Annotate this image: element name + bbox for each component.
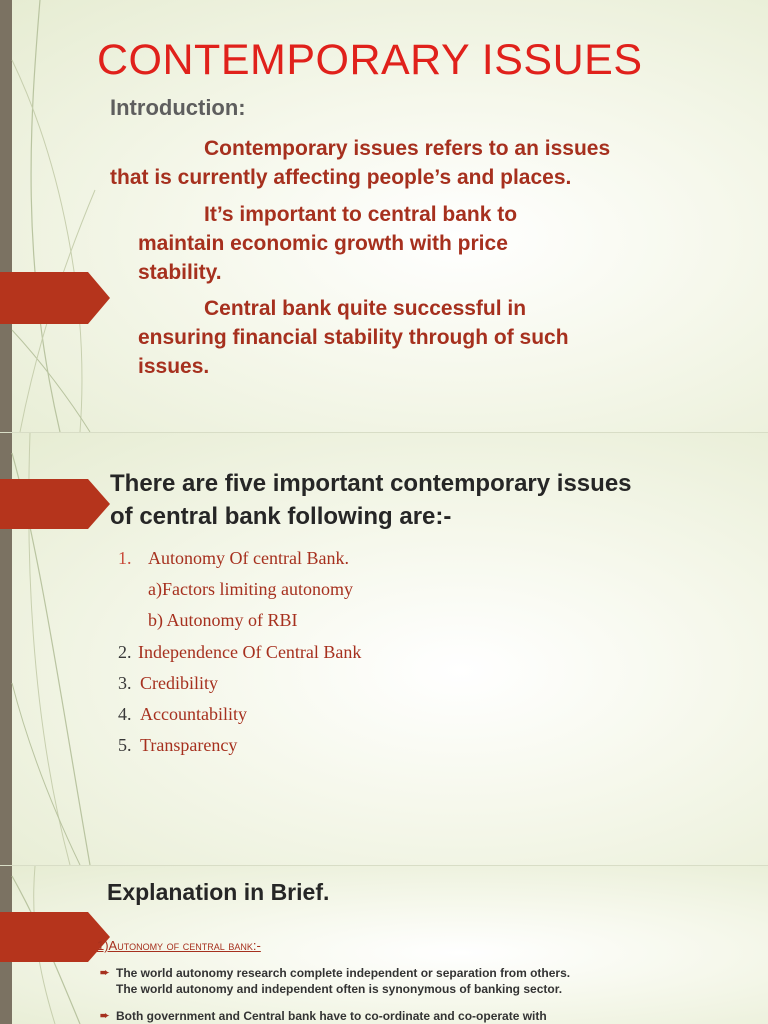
section-subtitle: 1)Autonomy of central bank:- (97, 938, 261, 953)
list-item: a)Factors limiting autonomy (148, 579, 353, 599)
list-item: 1. Autonomy Of central Bank. (118, 548, 349, 568)
slide-3: Explanation in Brief. 1)Autonomy of central bank:- ➨ The world autonomy research complete independent or separation from others. The world autonomy and independent often is synonymous of banking sector. ➨ Both government and Central bank have to co-ordinate and co-operate with (0, 866, 768, 1024)
arrow-bullet-icon: ➨ (100, 967, 110, 979)
slide-title: There are five important contemporary issues of central bank following are:- (110, 470, 632, 530)
intro-heading: Introduction: (110, 95, 246, 120)
list-item: 4. Accountability (118, 704, 247, 724)
list-item: b) Autonomy of RBI (148, 610, 298, 630)
slide-title: CONTEMPORARY ISSUES (97, 36, 643, 84)
list-item: 2. Independence Of Central Bank (118, 642, 362, 662)
list-item: 5. Transparency (118, 735, 238, 755)
arrow-marker (0, 912, 112, 962)
paragraph-1: Contemporary issues refers to an issues that is currently affecting people’s and places. (110, 137, 611, 189)
arrow-marker (0, 479, 112, 529)
slide-1 (0, 0, 768, 432)
arrow-bullet-icon: ➨ (100, 1010, 110, 1022)
paragraph-2: It’s important to central bank to maintain economic growth with price stability. (138, 203, 518, 284)
slide-2 (0, 433, 768, 865)
list-item: 3. Credibility (118, 673, 218, 693)
paragraph-3: Central bank quite successful in ensuring financial stability through of such issues. (138, 297, 569, 378)
arrow-marker (0, 272, 112, 324)
slide-title: Explanation in Brief. (107, 879, 330, 905)
